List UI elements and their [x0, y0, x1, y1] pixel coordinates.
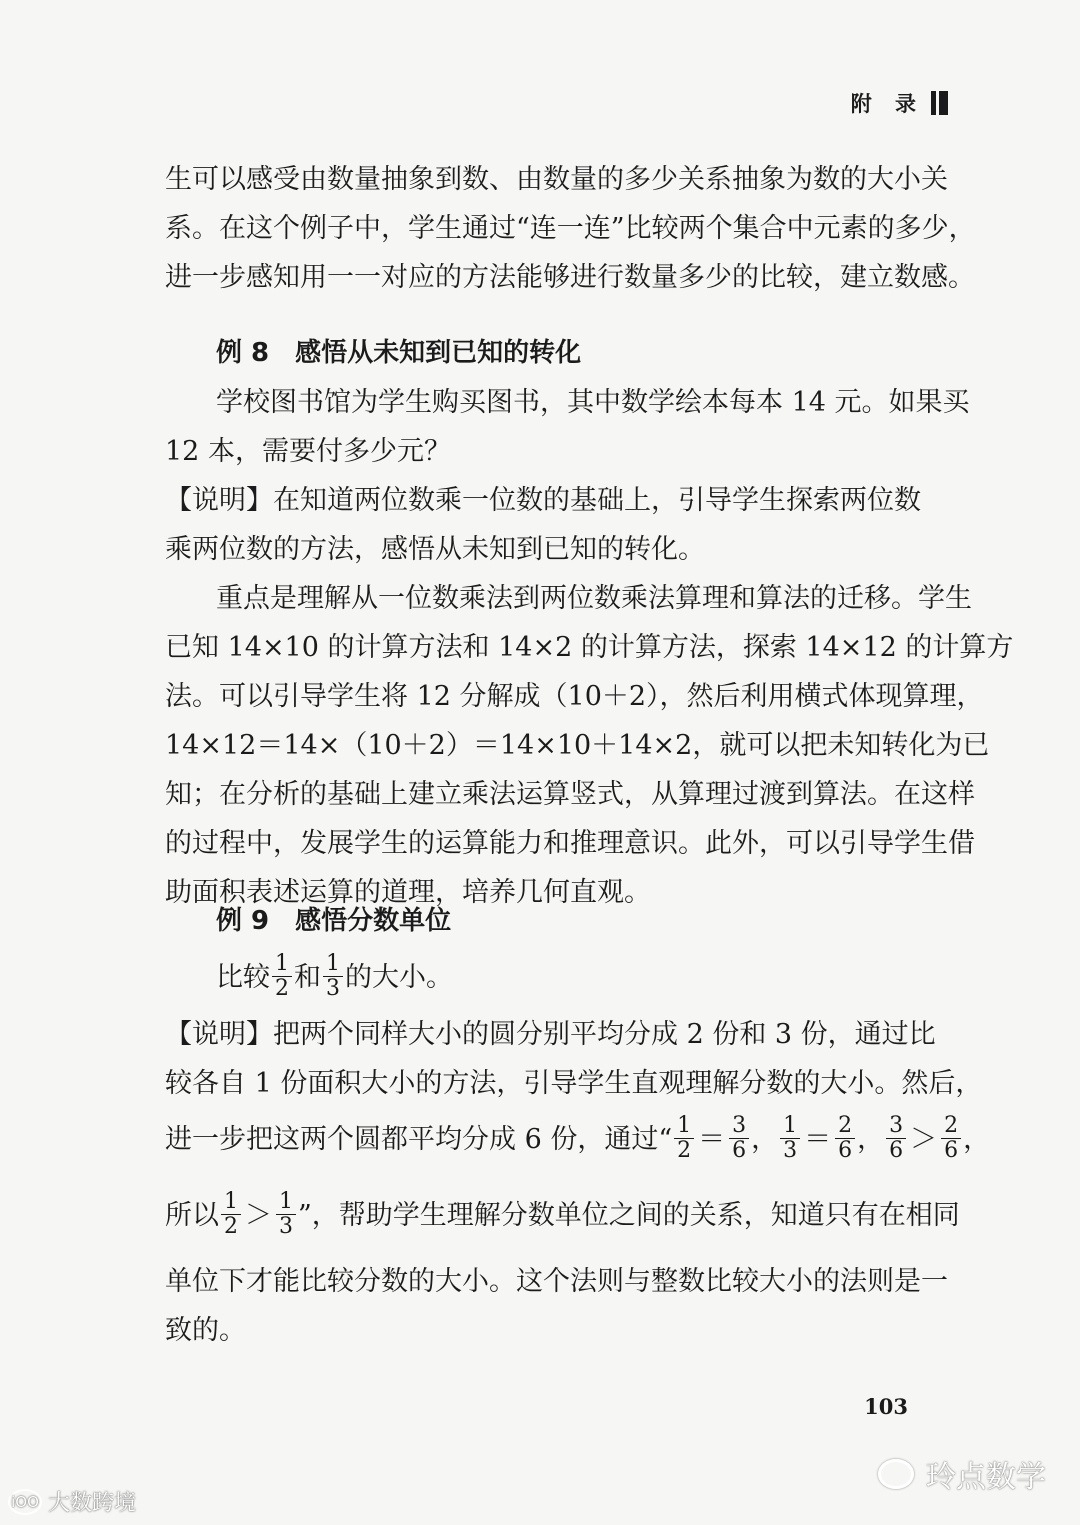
example9-heading: [216, 896, 451, 946]
example8-heading: [216, 328, 581, 378]
appendix-label: 附 录: [850, 91, 924, 116]
fraction: $\frac{3}{6}$: [886, 1114, 906, 1163]
example9-number: 例 9: [216, 906, 270, 936]
watermark-left: [8, 1486, 136, 1517]
fraction: $\frac{1}{3}$: [276, 1190, 296, 1239]
example8-note-line-2: 乘两位数的方法，感悟从未知到已知的转化。: [165, 534, 705, 565]
example9-note-line-2: 较各自 1 份面积大小的方法，引导学生直观理解分数的大小。然后，: [165, 1068, 983, 1099]
example8-note-line-1: 【说明】在知道两位数乘一位数的基础上，引导学生探索两位数: [165, 485, 921, 516]
intro-line-3: 进一步感知用一一对应的方法能够进行数量多少的比较，建立数感。: [165, 262, 975, 293]
example8-problem-line-2: 12 本，需要付多少元？: [165, 436, 451, 467]
example9-note-line-3: 进一步把这两个圆都平均分成 6 份，通过“ $\frac{1}{2}$ ＝ $\frac{3}{6}$ ， $\frac{1}{3}$ ＝ $\frac{2}{6}$ ， $\frac{3}{6}$ ＞ $\frac{2}{6}$ ，: [165, 1113, 991, 1163]
fraction: $\frac{1}{2}$: [221, 1190, 241, 1239]
intro-line-2: 系。在这个例子中，学生通过“连一连”比较两个集合中元素的多少，: [165, 213, 976, 244]
example8-detail-line-3: 法。可以引导学生将 12 分解成（10＋2），然后利用横式体现算理，: [165, 681, 984, 712]
example8-detail-line-6: 的过程中，发展学生的运算能力和推理意识。此外，可以引导学生借: [165, 828, 975, 859]
wechat-icon: [878, 1459, 914, 1489]
watermark-logo-icon: iOO: [8, 1489, 42, 1515]
example8-number: 例 8: [216, 338, 270, 368]
example8-detail-line-7: 助面积表述运算的道理，培养几何直观。: [165, 877, 651, 908]
example9-problem: 比较 $\frac{1}{2}$ 和 $\frac{1}{3}$ 的大小。: [216, 951, 453, 1001]
example8-detail-line-4: 14×12＝14×（10＋2）＝14×10＋14×2，就可以把未知转化为已: [165, 730, 990, 761]
header-bars-decoration: [928, 91, 948, 115]
example9-tail-line-1: 单位下才能比较分数的大小。这个法则与整数比较大小的法则是一: [165, 1266, 948, 1297]
example9-title: 感悟分数单位: [295, 906, 452, 936]
fraction: $\frac{2}{6}$: [941, 1114, 961, 1163]
example9-tail-line-2: 致的。: [165, 1315, 246, 1346]
watermark-left-text: 大数跨境: [48, 1491, 137, 1516]
example8-detail-line-1: 重点是理解从一位数乘法到两位数乘法算理和算法的迁移。学生: [216, 583, 972, 614]
watermark-right: [878, 1452, 1046, 1496]
page-number: 103: [864, 1394, 908, 1419]
appendix-header: [851, 88, 948, 118]
example8-detail-line-5: 知；在分析的基础上建立乘法运算竖式，从算理过渡到算法。在这样: [165, 779, 975, 810]
example8-problem-line-1: 学校图书馆为学生购买图书，其中数学绘本每本 14 元。如果买: [216, 387, 970, 418]
intro-line-1: 生可以感受由数量抽象到数、由数量的多少关系抽象为数的大小关: [165, 164, 948, 195]
watermark-right-text: 玲点数学: [926, 1460, 1046, 1495]
fraction: $\frac{2}{6}$: [835, 1114, 855, 1163]
example9-note-line-4: 所以 $\frac{1}{2}$ ＞ $\frac{1}{3}$ ”，帮助学生理解分数单位之间的关系，知道只有在相同: [165, 1189, 960, 1239]
example8-title: 感悟从未知到已知的转化: [295, 338, 582, 368]
example8-detail-line-2: 已知 14×10 的计算方法和 14×2 的计算方法，探索 14×12 的计算方: [165, 632, 1014, 663]
fraction-one-half: $\frac{1}{2}$: [272, 952, 292, 1001]
fraction: $\frac{1}{2}$: [674, 1114, 694, 1163]
fraction-one-third: $\frac{1}{3}$: [323, 952, 343, 1001]
example9-note-line-1: 【说明】把两个同样大小的圆分别平均分成 2 份和 3 份，通过比: [165, 1019, 936, 1050]
fraction: $\frac{1}{3}$: [780, 1114, 800, 1163]
fraction: $\frac{3}{6}$: [729, 1114, 749, 1163]
